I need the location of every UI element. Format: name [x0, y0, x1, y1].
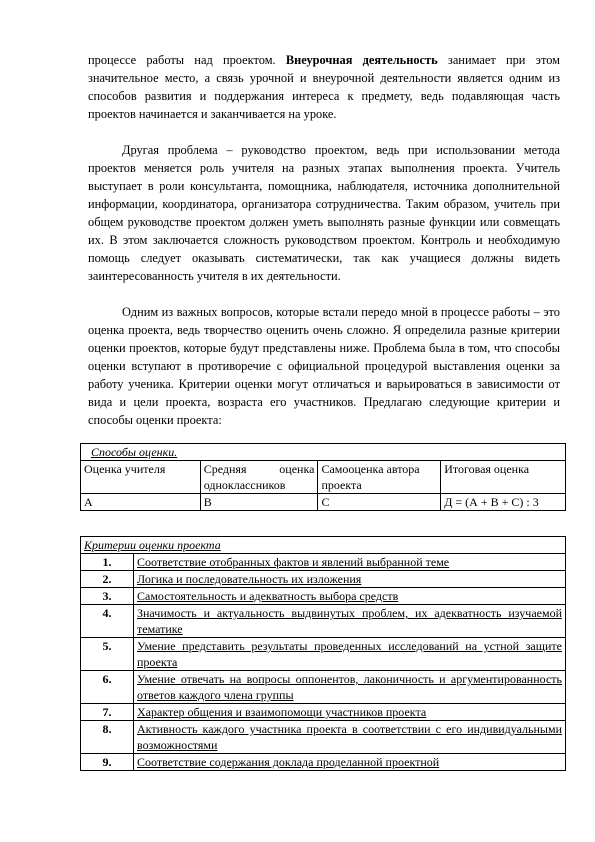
- column-header: Итоговая оценка: [441, 461, 566, 494]
- criterion-text: Характер общения и взаимопомощи участников проекта: [134, 704, 566, 721]
- methods-table-title: Способы оценки.: [81, 444, 566, 461]
- criterion-text: Соответствие отобранных фактов и явлений выбранной теме: [134, 554, 566, 571]
- criterion-text: Соответствие содержания доклада проделанной проектной: [134, 754, 566, 771]
- criterion-text: Значимость и актуальность выдвинутых проблем, их адекватность изучаемой тематике: [134, 605, 566, 638]
- criteria-table: [80, 536, 566, 771]
- criterion-number: 8.: [81, 721, 134, 754]
- table-row: [81, 588, 566, 605]
- table-row: [81, 704, 566, 721]
- criterion-number: 1.: [81, 554, 134, 571]
- table-cell: Д = (А + В + С) : 3: [441, 494, 566, 511]
- table-row: [81, 671, 566, 704]
- column-header: Средняя оценка одноклассников: [200, 461, 318, 494]
- criterion-text: Самостоятельность и адекватность выбора средств: [134, 588, 566, 605]
- paragraph-project-assessment: Одним из важных вопросов, которые встали передо мной в процессе работы – это оценка проекта, ведь творчество оценить очень сложно. Я определила разные критерии оценки проектов, которые будут представлены ниже. Проблема была в том, что способы оценки вступают в противоречие с официальной процедурой выставления оценки за работу ученика. Критерии оценки могут отличаться и варьироваться в зависимости от вида и цели проекта, возраста его участников. Предлагаю следующие критерии и способы оценки проекта:: [88, 305, 560, 427]
- bold-term: Внеурочная деятельность: [285, 53, 438, 67]
- criterion-text: Умение отвечать на вопросы оппонентов, лаконичность и аргументированность ответов каждого члена группы: [134, 671, 566, 704]
- criterion-number: 2.: [81, 571, 134, 588]
- table-row: [81, 554, 566, 571]
- paragraph-project-management: Другая проблема – руководство проектом, ведь при использовании метода проектов меняется роль учителя на разных этапах выполнения проекта. Учитель выступает в роли консультанта, помощника, наблюдателя, источника дополнительной информации, координатора, организатора сотрудничества. Таким образом, учитель при общем руководстве проектом должен уметь выполнять разные функции или совмещать их. В этом заключается сложность руководством проектом. Контроль и необходимую помощь следует оказывать систематически, так как учащиеся должны видеть заинтересованность учителя в их деятельности.: [88, 143, 560, 283]
- column-header: Оценка учителя: [81, 461, 201, 494]
- table-row: [81, 721, 566, 754]
- table-cell: А: [81, 494, 201, 511]
- assessment-methods-table: [80, 443, 566, 511]
- criterion-text: Активность каждого участника проекта в соответствии с его индивидуальными возможностями: [134, 721, 566, 754]
- paragraph-text: процессе работы над проектом.: [88, 53, 286, 67]
- table-header-row: [81, 461, 566, 494]
- criterion-number: 5.: [81, 638, 134, 671]
- table-cell: В: [200, 494, 318, 511]
- criterion-number: 3.: [81, 588, 134, 605]
- criterion-number: 9.: [81, 754, 134, 771]
- table-row: [81, 638, 566, 671]
- criterion-text: Логика и последовательность их изложения: [134, 571, 566, 588]
- criterion-number: 4.: [81, 605, 134, 638]
- column-header: Самооценка автора проекта: [318, 461, 441, 494]
- paragraph-text: занимает при этом значительное место, а связь урочной и внеурочной деятельности является одним из способов развития и поддержания интереса к предмету, ведь подавляющая часть проектов начинается и заканчивается на уроке.: [88, 53, 561, 121]
- table-title-row: [81, 444, 566, 461]
- table-cell: С: [318, 494, 441, 511]
- table-row: [81, 605, 566, 638]
- table-title-row: [81, 537, 566, 554]
- criterion-number: 7.: [81, 704, 134, 721]
- criteria-table-title: Критерии оценки проекта: [81, 537, 566, 554]
- paragraph-extracurricular: [88, 51, 560, 123]
- criterion-text: Умение представить результаты проведенных исследований на устной защите проекта: [134, 638, 566, 671]
- table-row: [81, 754, 566, 771]
- criterion-number: 6.: [81, 671, 134, 704]
- table-row: [81, 571, 566, 588]
- table-row: [81, 494, 566, 511]
